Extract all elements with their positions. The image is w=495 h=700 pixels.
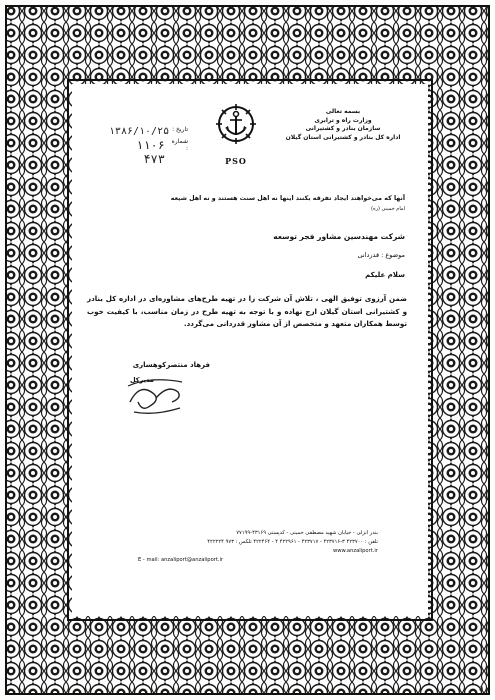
quote-text: آنها که می‌خواهند ایجاد تفرقه بکنند اینها نه اهل سنت هستند و نه اهل شیعه: [170, 195, 405, 202]
date-value: ۱۳۸۶/۱۰/۲۵: [108, 126, 170, 137]
pso-logo: [214, 102, 258, 164]
footer-address: بندر انزلی - خیابان شهید مصطفی خمینی - کدپستی ۴۳۱۶۹-۷۷۱۹۹: [236, 530, 378, 536]
signatory-title: مدیرکل: [130, 376, 154, 384]
department-name: اداره کل بنادر و کشتیرانی استان گیلان: [285, 133, 401, 141]
logo-text: PSO: [225, 156, 247, 166]
letter-footer: [138, 529, 378, 565]
bismillah: بسمه تعالی: [325, 108, 361, 115]
greeting: سلام علیکم: [365, 271, 405, 279]
number-value: ۱۱۰۶ ۴۷۳: [136, 138, 165, 166]
footer-phones: تلفن : ۴۲۳۷۰۰ ۳-۴۲۳۷۱۶ - ۴۲۳۷۱۷ - ۴۲۲۹۶۱ ۴ - ۴۲۲۴۶۴ تلکس : ۹۷۳ ۴۲۲۲۲۴: [207, 539, 378, 545]
anchor-icon: [214, 102, 258, 152]
recipient: شرکت مهندسین مشاور فجر توسعه: [273, 232, 405, 241]
quote-attribution: امام خمینی (ره): [371, 206, 405, 212]
ministry-name: وزارت راه و ترابری: [314, 116, 372, 124]
signatory-name: فرهاد منتصرکوهساری: [132, 361, 210, 369]
letterhead: [283, 108, 403, 142]
date-label: تاریخ :: [172, 126, 188, 133]
subject-line: موضوع : قدردانی: [357, 251, 405, 259]
letter-body: ضمن آرزوی توفیق الهی ، تلاش آن شرکت را در تهیه طرح‌های مشاوره‌ای در اداره کل بنادر و کشتیرانی استان گیلان ارج نهاده و با توجه به تهیه طرح در زمان مناسب، با کیفیت خوب توسط همکاران متعهد و متخصص از آن مشاور قدردانی می‌گردد.: [87, 294, 407, 328]
organization-name: سازمان بنادر و کشتیرانی: [305, 125, 381, 132]
number-label: شماره :: [171, 138, 188, 152]
page-number: ۵: [479, 684, 484, 693]
footer-website: www.anzaliport.ir: [332, 548, 378, 554]
footer-email: E - mail: anzaliport@anzaliport.ir: [138, 557, 224, 563]
letter-meta: [108, 126, 188, 166]
